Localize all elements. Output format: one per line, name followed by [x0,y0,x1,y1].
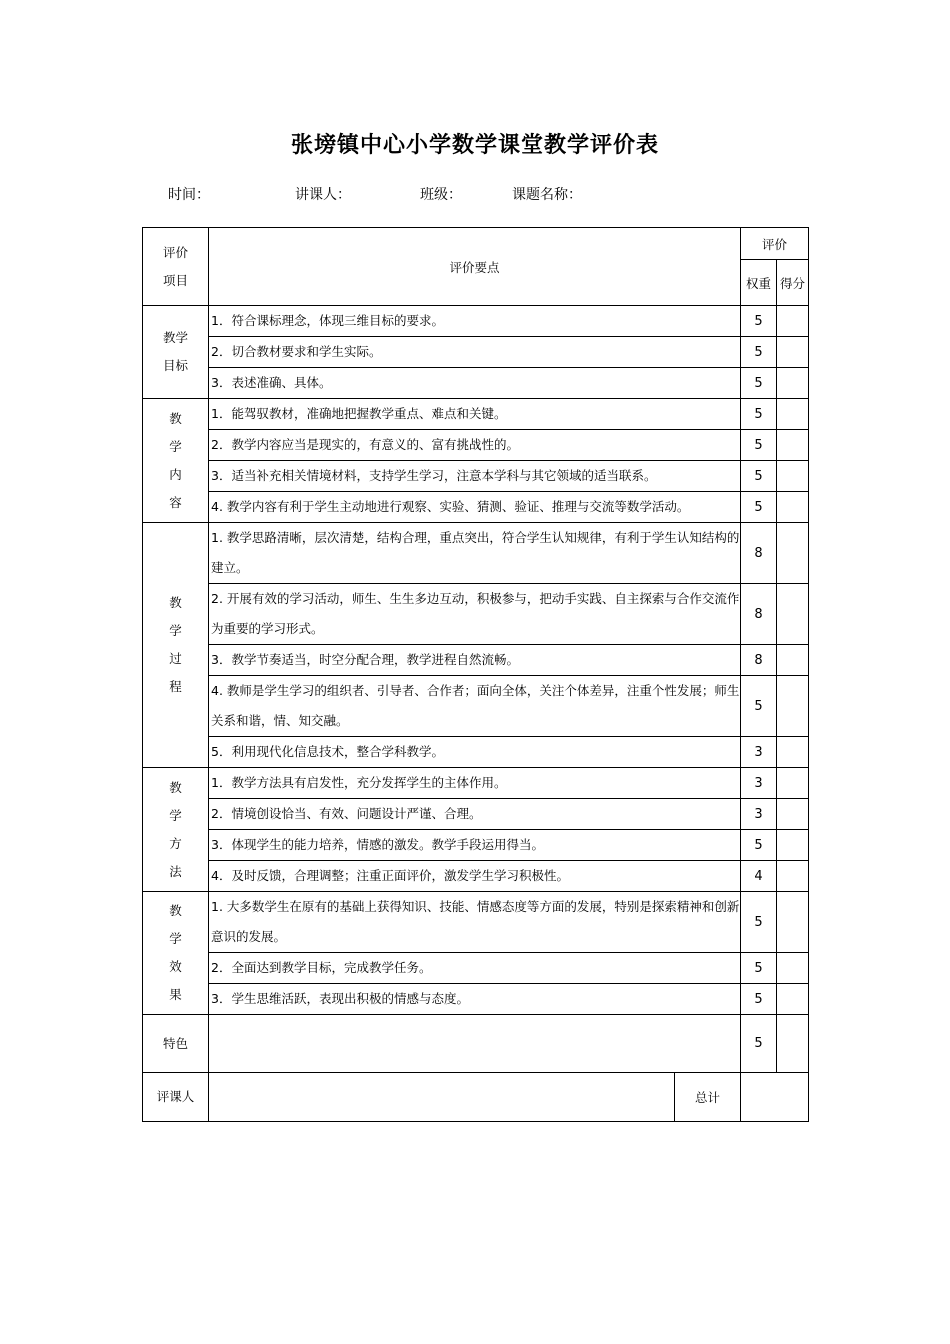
score-cell[interactable] [777,523,809,584]
weight-cell: 8 [741,645,777,676]
weight-cell: 5 [741,830,777,861]
score-cell[interactable] [777,953,809,984]
score-cell[interactable] [777,337,809,368]
score-cell[interactable] [777,645,809,676]
weight-cell: 8 [741,523,777,584]
score-cell[interactable] [777,861,809,892]
header-item: 评价 项目 [143,228,209,306]
table-row [143,799,809,830]
weight-cell: 5 [741,306,777,337]
criterion-text: 1．符合课标理念，体现三维目标的要求。 [209,306,741,337]
category-goal: 教学 目标 [143,306,209,399]
total-field[interactable] [741,1073,809,1122]
weight-cell: 5 [741,430,777,461]
weight-cell: 3 [741,768,777,799]
table-row [143,368,809,399]
score-cell[interactable] [777,737,809,768]
feature-label: 特色 [143,1015,209,1073]
reviewer-field[interactable] [209,1073,675,1122]
criterion-text: 1．教学方法具有启发性，充分发挥学生的主体作用。 [209,768,741,799]
header-weight: 权重 [741,260,777,306]
criterion-text: 1．能驾驭教材，准确地把握教学重点、难点和关键。 [209,399,741,430]
total-label: 总计 [675,1073,741,1122]
criterion-text: 3．适当补充相关情境材料，支持学生学习，注意本学科与其它领域的适当联系。 [209,461,741,492]
table-row [143,676,809,737]
criterion-text: 3．学生思维活跃，表现出积极的情感与态度。 [209,984,741,1015]
score-cell[interactable] [777,461,809,492]
score-cell[interactable] [777,830,809,861]
table-row [143,984,809,1015]
criterion-text: 2．情境创设恰当、有效、问题设计严谨、合理。 [209,799,741,830]
weight-cell: 5 [741,492,777,523]
criterion-text: 1. 教学思路清晰，层次清楚，结构合理，重点突出，符合学生认知规律，有利于学生认知结构的建立。 [209,523,741,584]
weight-cell: 3 [741,799,777,830]
criterion-text: 5．利用现代化信息技术，整合学科教学。 [209,737,741,768]
category-process: 教 学 过 程 [143,523,209,768]
table-row [143,337,809,368]
criterion-text: 4．及时反馈，合理调整；注重正面评价，激发学生学习积极性。 [209,861,741,892]
table-row [143,892,809,953]
weight-cell: 5 [741,461,777,492]
category-method: 教 学 方 法 [143,768,209,892]
feature-weight: 5 [741,1015,777,1073]
feature-score-cell[interactable] [777,1015,809,1073]
score-cell[interactable] [777,306,809,337]
header-eval: 评价 [741,228,809,260]
criterion-text: 2．教学内容应当是现实的，有意义的、富有挑战性的。 [209,430,741,461]
info-topic-label: 课题名称： [512,187,582,203]
score-cell[interactable] [777,368,809,399]
table-row [143,830,809,861]
page-title: 张塝镇中心小学数学课堂教学评价表 [290,133,659,158]
header-points: 评价要点 [209,228,741,306]
score-cell[interactable] [777,799,809,830]
weight-cell: 5 [741,368,777,399]
evaluation-table [142,227,809,1122]
weight-cell: 3 [741,737,777,768]
reviewer-label: 评课人 [143,1073,209,1122]
info-time-label: 时间： [168,187,210,203]
weight-cell: 4 [741,861,777,892]
criterion-text: 3．教学节奏适当，时空分配合理，教学进程自然流畅。 [209,645,741,676]
criterion-text: 2．切合教材要求和学生实际。 [209,337,741,368]
table-row [143,306,809,337]
weight-cell: 8 [741,584,777,645]
weight-cell: 5 [741,953,777,984]
table-row [143,523,809,584]
table-row [143,861,809,892]
score-cell[interactable] [777,676,809,737]
criterion-text: 1. 大多数学生在原有的基础上获得知识、技能、情感态度等方面的发展，特别是探索精神和创新意识的发展。 [209,892,741,953]
info-lecturer-label: 讲课人： [295,187,351,203]
table-row [143,430,809,461]
score-cell[interactable] [777,584,809,645]
weight-cell: 5 [741,984,777,1015]
score-cell[interactable] [777,892,809,953]
score-cell[interactable] [777,984,809,1015]
table-row [143,492,809,523]
feature-row [143,1015,809,1073]
table-row [143,737,809,768]
table-row [143,461,809,492]
info-class-label: 班级： [420,187,462,203]
criterion-text: 2．全面达到教学目标，完成教学任务。 [209,953,741,984]
criterion-text: 4. 教师是学生学习的组织者、引导者、合作者；面向全体，关注个体差异，注重个性发展；师生关系和谐，情、知交融。 [209,676,741,737]
feature-content[interactable] [209,1015,741,1073]
weight-cell: 5 [741,399,777,430]
weight-cell: 5 [741,892,777,953]
category-effect: 教 学 效 果 [143,892,209,1015]
category-content: 教 学 内 容 [143,399,209,523]
table-row [143,953,809,984]
criterion-text: 4. 教学内容有利于学生主动地进行观察、实验、猜测、验证、推理与交流等数学活动。 [209,492,741,523]
footer-row [143,1073,809,1122]
score-cell[interactable] [777,430,809,461]
score-cell[interactable] [777,399,809,430]
score-cell[interactable] [777,768,809,799]
criterion-text: 3．表述准确、具体。 [209,368,741,399]
weight-cell: 5 [741,337,777,368]
criterion-text: 3．体现学生的能力培养，情感的激发。教学手段运用得当。 [209,830,741,861]
score-cell[interactable] [777,492,809,523]
table-row [143,768,809,799]
weight-cell: 5 [741,676,777,737]
table-row [143,399,809,430]
table-row [143,645,809,676]
header-score: 得分 [777,260,809,306]
table-row [143,584,809,645]
criterion-text: 2. 开展有效的学习活动，师生、生生多边互动，积极参与，把动手实践、自主探索与合作交流作为重要的学习形式。 [209,584,741,645]
